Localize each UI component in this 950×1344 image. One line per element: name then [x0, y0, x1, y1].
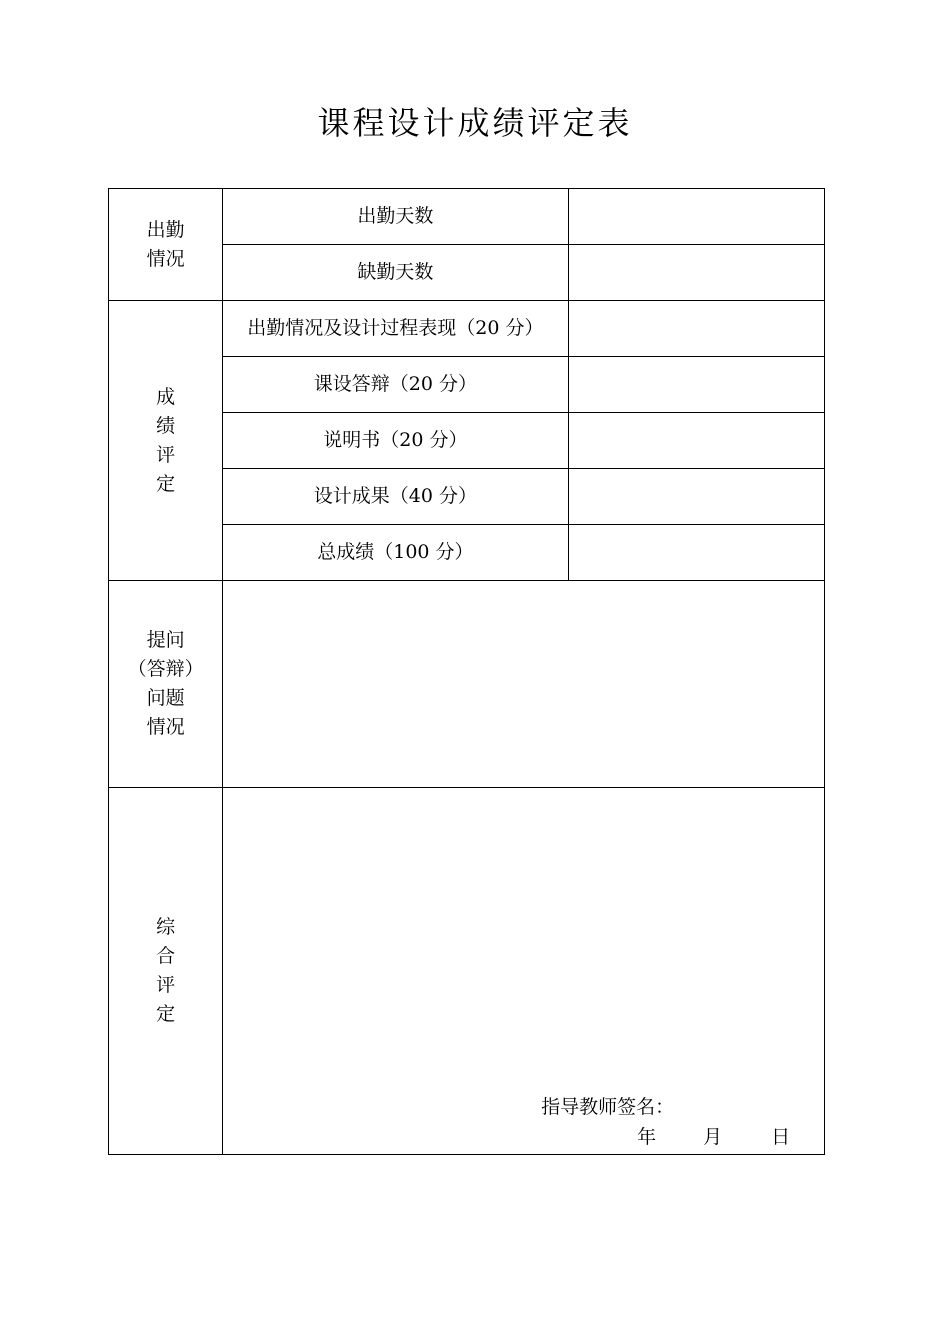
overall-content-cell[interactable] [223, 788, 825, 1155]
overall-label-char: 评 [156, 974, 176, 996]
questions-label-line: 提问 [146, 629, 185, 651]
grading-label-char: 绩 [156, 414, 176, 437]
overall-label-char: 定 [156, 1003, 176, 1025]
grading-section-label [109, 301, 223, 581]
date-day: 日 [771, 1126, 791, 1148]
date-month: 月 [703, 1126, 723, 1148]
overall-label-char: 综 [156, 916, 176, 938]
days-absent-label: 缺勤天数 [223, 245, 568, 301]
grading-item-label: 设计成果（40 分） [223, 469, 568, 525]
grading-label-char: 评 [156, 443, 176, 466]
date-year: 年 [637, 1126, 657, 1148]
grade-form-table [108, 188, 825, 1155]
grading-item-label: 说明书（20 分） [223, 413, 568, 469]
grading-item-label: 课设答辩（20 分） [223, 357, 568, 413]
questions-label-line: 问题 [146, 687, 185, 709]
questions-content[interactable] [223, 581, 825, 788]
attendance-label-line: 出勤 [146, 218, 185, 241]
overall-label-char: 合 [156, 945, 176, 967]
questions-label-line: 情况 [146, 716, 185, 738]
days-present-value[interactable] [568, 189, 824, 245]
overall-section-label [109, 788, 223, 1155]
grading-item-score[interactable] [568, 413, 824, 469]
questions-label-line: （答辩） [127, 658, 204, 680]
attendance-label-line: 情况 [146, 247, 185, 270]
questions-section-label [109, 581, 223, 788]
attendance-row-days-present [109, 189, 825, 245]
supervisor-signature-label: 指导教师签名： [541, 1096, 675, 1118]
grading-item-score[interactable] [568, 357, 824, 413]
grading-item-label: 出勤情况及设计过程表现（20 分） [223, 301, 568, 357]
grading-row [109, 301, 825, 357]
grading-label-char: 成 [156, 385, 176, 408]
grading-item-score[interactable] [568, 525, 824, 581]
attendance-section-label [109, 189, 223, 301]
grading-label-char: 定 [156, 472, 176, 495]
days-absent-value[interactable] [568, 245, 824, 301]
grading-item-score[interactable] [568, 301, 824, 357]
grading-item-score[interactable] [568, 469, 824, 525]
form-title: 课程设计成绩评定表 [317, 104, 633, 142]
overall-row [109, 788, 825, 1155]
questions-row [109, 581, 825, 788]
grading-item-label: 总成绩（100 分） [223, 525, 568, 581]
days-present-label: 出勤天数 [223, 189, 568, 245]
